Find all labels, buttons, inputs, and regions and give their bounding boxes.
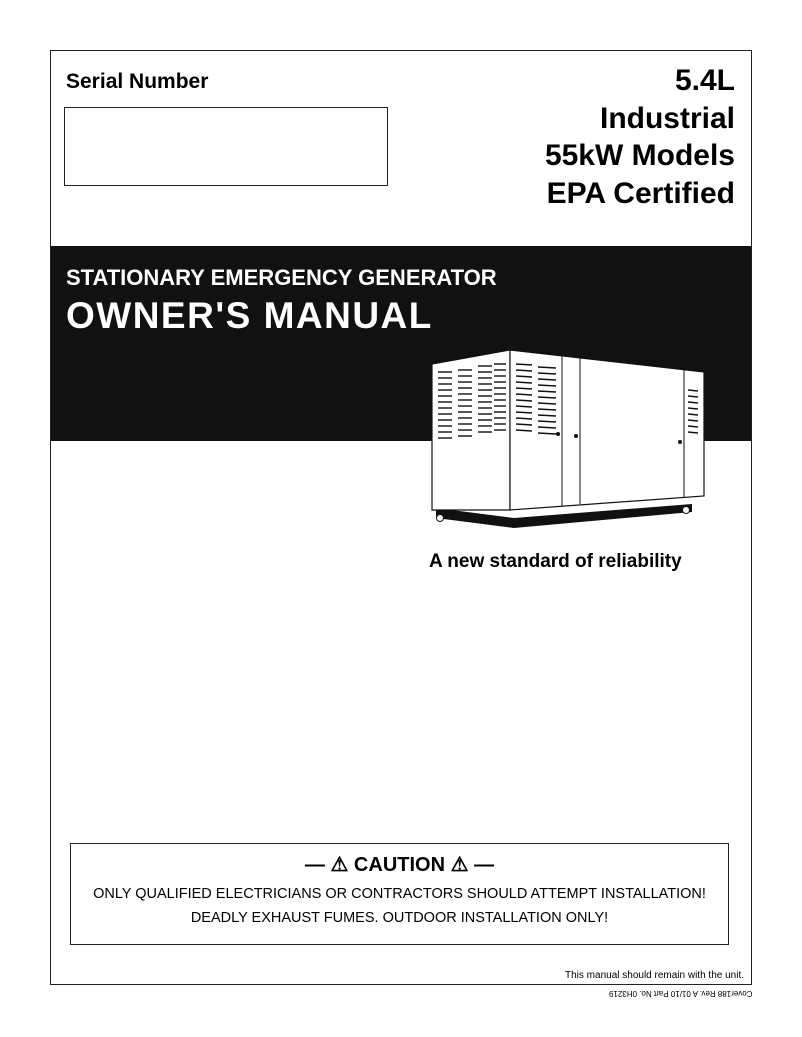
- model-info: [545, 62, 735, 212]
- model-class: Industrial: [599, 101, 735, 135]
- caution-heading: — ⚠ CAUTION ⚠ —: [304, 854, 495, 876]
- keep-with-unit-note: This manual should remain with the unit.: [565, 970, 744, 981]
- generator-illustration: [422, 342, 712, 542]
- manual-subtitle: STATIONARY EMERGENCY GENERATOR: [66, 265, 497, 290]
- serial-number-label: Serial Number: [66, 70, 209, 93]
- caution-exhaust-warning: DEADLY EXHAUST FUMES. OUTDOOR INSTALLATION ONLY!: [190, 910, 609, 926]
- caution-installation-warning: ONLY QUALIFIED ELECTRICIANS OR CONTRACTORS SHOULD ATTEMPT INSTALLATION!: [93, 886, 706, 902]
- part-number-note: Cover188 Rev. A 01/10 Part No. 0H3219: [608, 989, 752, 998]
- serial-number-box: [64, 107, 388, 186]
- model-rating: 55kW Models: [544, 139, 735, 172]
- model-displacement: 5.4L: [674, 64, 735, 97]
- caution-box: [70, 843, 729, 945]
- model-certification: EPA Certified: [546, 176, 735, 210]
- tagline: A new standard of reliability: [429, 551, 682, 572]
- manual-title: OWNER'S MANUAL: [66, 295, 433, 336]
